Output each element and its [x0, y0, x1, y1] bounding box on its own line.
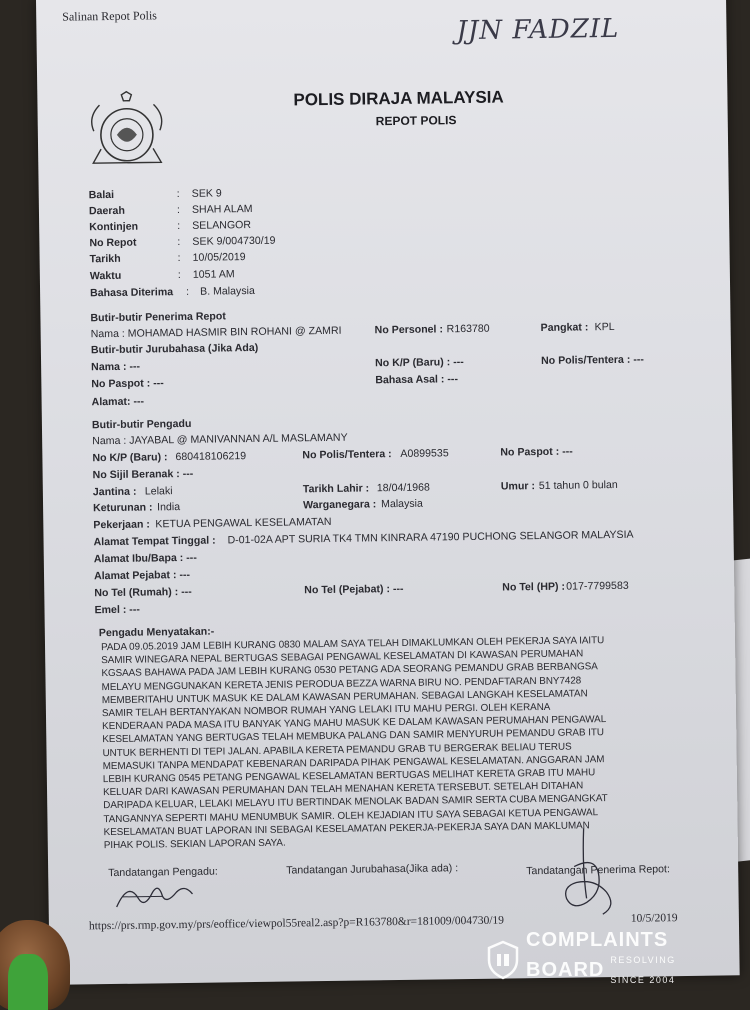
- info-label: Waktu: [89, 269, 122, 283]
- complainant-tel-office: No Tel (Pejabat) : ---: [304, 582, 404, 597]
- complainant-section-heading: Butir-butir Pengadu: [91, 417, 192, 432]
- info-colon: :: [177, 269, 181, 282]
- complainant-tel-home: No Tel (Rumah) : ---: [94, 585, 192, 600]
- info-value: SELANGOR: [192, 219, 252, 232]
- info-value: SEK 9/004730/19: [192, 234, 276, 248]
- info-colon: :: [176, 204, 180, 217]
- watermark-tagline2: SINCE 2004: [610, 975, 676, 985]
- watermark-line1: COMPLAINTS: [526, 929, 669, 951]
- complainant-tel-hp-value: 017-7799583: [566, 579, 629, 593]
- complainant-race-label: Keturunan :: [93, 501, 153, 515]
- info-label: Daerah: [88, 204, 125, 218]
- complainant-office-address: Alamat Pejabat : ---: [93, 568, 191, 583]
- info-label: No Repot: [89, 236, 137, 250]
- statement-line: SAMIR WINEGARA NEPAL BERTUGAS SEBAGAI PENGAWAL KESELAMATAN DI KAWASAN PERUMAHAN: [101, 648, 584, 667]
- statement-heading: Pengadu Menyatakan:-: [98, 625, 215, 640]
- complainant-job-value: KETUA PENGAWAL KESELAMATAN: [155, 515, 332, 531]
- statement-line: MELAYU MENGGUNAKAN KERETA JENIS PERODUA BEZZA WARNA BIRU NO. PENDAFTARAN BNY7428: [101, 675, 582, 693]
- info-label: Bahasa Diterima: [90, 286, 174, 300]
- statement-line: KESELAMATAN BUAT LAPORAN INI SEBAGAI KESELAMATAN PEKERJA-PEKERJA SAYA DAN MAKLUMAN: [103, 820, 590, 838]
- interpreter-signature-label: Tandatangan Jurubahasa(Jika ada) :: [286, 862, 459, 877]
- interpreter-address: Alamat: ---: [91, 395, 145, 409]
- complainant-dob-label: Tarikh Lahir :: [302, 482, 370, 496]
- police-crest-logo: [83, 90, 170, 177]
- complainant-police-value: A0899535: [400, 447, 449, 460]
- complainant-home-address-value: D-01-02A APT SURIA TK4 TMN KINRARA 47190 PUCHONG SELANGOR MALAYSIA: [227, 528, 634, 547]
- complainant-tel-hp-label: No Tel (HP) :: [502, 580, 566, 594]
- interpreter-police-no: No Polis/Tentera : ---: [541, 353, 644, 367]
- statement-line: KENDERAAN PADA MASA ITU BANYAK YANG MAHU MASUK KE DALAM KAWASAN PERUMAHAN PENGAWAL: [102, 714, 607, 733]
- interpreter-kp: No K/P (Baru) : ---: [375, 356, 464, 370]
- receiver-name: Nama : MOHAMAD HASMIR BIN ROHANI @ ZAMRI: [90, 324, 342, 341]
- copy-label: Salinan Repot Polis: [62, 8, 157, 24]
- receiver-personnel-value: R163780: [446, 322, 490, 336]
- info-colon: :: [177, 252, 181, 265]
- info-colon: :: [186, 285, 190, 298]
- complainant-signature: [112, 876, 203, 917]
- statement-line: LEBIH KURANG 0545 PETANG PENGAWAL KESELAMATAN BERTUGAS MELIHAT KERETA GRAB ITU MAHU: [102, 767, 596, 786]
- watermark-line2: BOARD: [526, 959, 605, 981]
- complainant-birth-cert: No Sijil Beranak : ---: [92, 467, 194, 482]
- complainant-kp-label: No K/P (Baru) :: [92, 451, 168, 465]
- interpreter-passport: No Paspot : ---: [91, 377, 164, 391]
- statement-line: MEMBERITAHU UNTUK MASUK KE DALAM KAWASAN PERUMAHAN. SEBAGAI LANGKAH KESELAMATAN: [101, 688, 588, 706]
- statement-line: UNTUK BERHENTI DI TEPI JALAN. APABILA KERETA PEMANDU GRAB TU BERGERAK BELIAU TERUS: [102, 741, 572, 759]
- complainant-citizenship-label: Warganegara :: [302, 498, 377, 512]
- statement-line: TANGANNYA SEPERTI MAHU MENUMBUK SAMIR. OLEH KEJADIAN ITU SAYA SEBAGAI KETUA PENGAWAL: [103, 806, 599, 825]
- complainant-dob-value: 18/04/1968: [376, 481, 430, 495]
- statement-line: PIHAK POLIS. SEKIAN LAPORAN SAYA.: [103, 837, 286, 852]
- footer-url: https://prs.rmp.gov.my/prs/eoffice/viewpol55real2.asp?p=R163780&r=181009/004730/19: [88, 914, 505, 933]
- statement-line: KELUAR DARI KAWASAN PERUMAHAN DAN TELAH MENAHAN KERETA TERSEBUT. SETELAH DITAHAN: [103, 780, 584, 799]
- statement-line: KGSAAS BAHAWA PADA JAM LEBIH KURANG 0530 PETANG ADA SEORANG PEMANDU GRAB BERBANGSA: [101, 661, 598, 680]
- interpreter-section-heading: Butir-butir Jurubahasa (Jika Ada): [90, 341, 259, 357]
- footer-date: 10/5/2019: [630, 912, 678, 925]
- complainant-age-label: Umur :: [500, 480, 536, 493]
- complainant-gender-label: Jantina :: [92, 485, 137, 499]
- info-label: Balai: [88, 188, 115, 202]
- statement-line: KESELAMATAN YANG BERTUGAS TELAH MEMBUKA PALANG DAN SAMIR MENYURUH PEMANDU GRAB ITU: [102, 727, 605, 746]
- complainant-race-value: India: [157, 501, 181, 514]
- receiver-signature: [544, 826, 635, 927]
- document-subtitle: REPOT POLIS: [375, 113, 457, 129]
- receiver-signature-label: Tandatangan Penerima Repot:: [526, 863, 670, 878]
- info-value: B. Malaysia: [200, 284, 255, 298]
- complainant-name: Nama : JAYABAL @ MANIVANNAN A/L MASLAMANY: [92, 431, 348, 448]
- complainant-kp-value: 680418106219: [175, 450, 247, 464]
- receiver-section-heading: Butir-butir Penerima Repot: [90, 310, 226, 325]
- statement-line: DARIPADA KELUAR, LELAKI MELAYU ITU BERTINDAK MENOLAK BADAN SAMIR SERTA CUBA MENGANGKAT: [103, 793, 608, 812]
- complainant-age-value: 51 tahun 0 bulan: [538, 478, 618, 493]
- info-value: 1051 AM: [192, 268, 235, 281]
- info-label: Kontinjen: [89, 220, 139, 234]
- interpreter-origin-language: Bahasa Asal : ---: [375, 373, 459, 387]
- complainant-email: Emel : ---: [94, 603, 140, 617]
- info-colon: :: [177, 220, 181, 233]
- document-title: POLIS DIRAJA MALAYSIA: [293, 87, 504, 110]
- shield-icon: [486, 940, 520, 980]
- handwritten-note: JJN FADZIL: [456, 13, 620, 47]
- info-label: Tarikh: [89, 252, 121, 266]
- info-value: SHAH ALAM: [191, 202, 253, 216]
- complainant-gender-value: Lelaki: [144, 485, 173, 498]
- complainant-home-address-label: Alamat Tempat Tinggal :: [93, 534, 216, 549]
- statement-body: [101, 633, 704, 853]
- info-value: SEK 9: [191, 187, 222, 200]
- info-colon: :: [177, 236, 181, 249]
- statement-line: PADA 09.05.2019 JAM LEBIH KURANG 0830 MALAM SAYA TELAH DIMAKLUMKAN OLEH PEKERJA SAYA IAITU: [100, 635, 605, 654]
- info-colon: :: [176, 188, 180, 201]
- complaintsboard-watermark: [486, 930, 746, 990]
- complainant-citizenship-value: Malaysia: [380, 497, 423, 511]
- complainant-parent-address: Alamat Ibu/Bapa : ---: [93, 551, 197, 566]
- statement-line: SAMIR TELAH BERTANYAKAN NOMBOR RUMAH YANG LELAKI ITU MAHU PERGI. OLEH KERANA: [101, 701, 551, 720]
- interpreter-name: Nama : ---: [91, 360, 141, 374]
- complainant-signature-label: Tandatangan Pengadu:: [108, 865, 218, 880]
- complainant-passport: No Paspot : ---: [500, 445, 573, 459]
- police-report-document: [36, 0, 740, 985]
- statement-line: MEMASUKI TANPA MENDAPAT KEBENARAN DARIPADA PIHAK PENGAWAL KESELAMATAN. ANGGARAN JAM: [102, 753, 605, 772]
- complainant-job-label: Pekerjaan :: [93, 518, 150, 532]
- info-value: 10/05/2019: [192, 251, 246, 264]
- receiver-rank-label: Pangkat :: [540, 321, 589, 334]
- complainant-police-label: No Polis/Tentera :: [302, 448, 392, 462]
- receiver-rank-value: KPL: [594, 320, 615, 334]
- receiver-personnel-label: No Personel :: [374, 323, 444, 337]
- watermark-tagline1: RESOLVING: [610, 955, 676, 965]
